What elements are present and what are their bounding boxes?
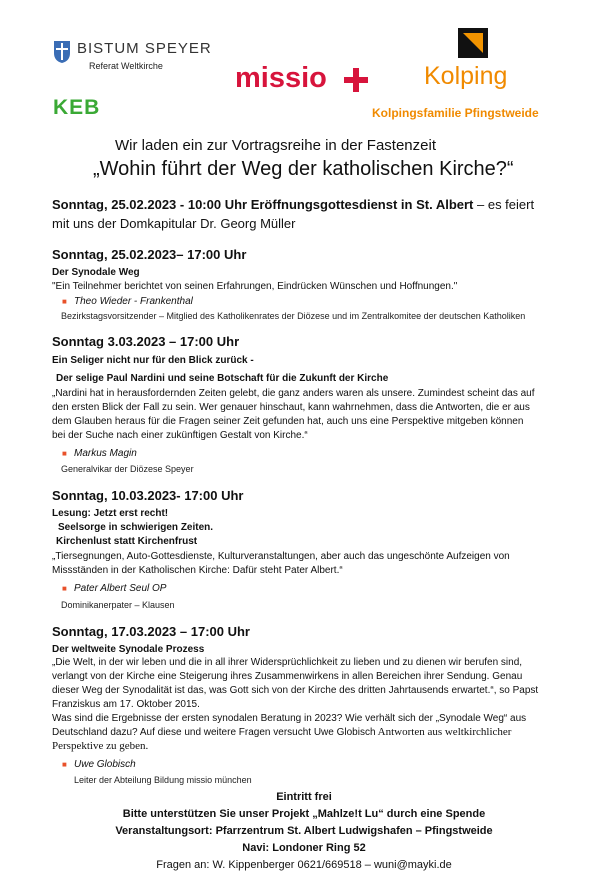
opening-line-2: mit uns der Domkapitular Dr. Georg Müller (52, 216, 296, 231)
intro-line: Wir laden ein zur Vortragsreihe in der Fastenzeit (115, 137, 436, 154)
keb-logo: KEB (53, 96, 101, 119)
cross-icon (342, 66, 370, 94)
quote-line: „Tiersegnungen, Auto-Gottesdienste, Kulturveranstaltungen, aber auch das ungeschönte Aufzeigen von (52, 551, 510, 562)
quote-line-start: Deutschland dazu? Auf diese und weitere Fragen versucht Uwe Globisch (52, 727, 376, 738)
missio-logo (235, 62, 385, 98)
quote-line: bei der Suche nach einer zukünftigen Gestalt von Kirche.“ (52, 430, 308, 441)
bistum-name: BISTUM SPEYER (77, 40, 212, 57)
page-title: „Wohin führt der Weg der katholischen Kirche?“ (93, 158, 514, 180)
event-2-topic: Ein Seliger nicht nur für den Blick zurück - (52, 355, 254, 366)
quote-line: dieser Weg der Synodalität ist das, was Gott sich von der Kirche des dritten Jahrtausends erwartet.“, so Papst (52, 685, 539, 696)
navi-address: Navi: Londoner Ring 52 (242, 842, 366, 854)
event-1-date: Sonntag, 25.02.2023– 17:00 Uhr (52, 247, 247, 262)
event-4-speaker-row (62, 758, 136, 771)
bullet-icon: ■ (62, 584, 67, 593)
quote-line: „Nardini hat in herausfordernden Zeiten gelebt, die ganz anders waren als unsere. Zumindest scheint das auf (52, 388, 535, 399)
quote-line: „Die Welt, in der wir leben und die in all ihrer Widersprüchlichkeit zu lieben und zu dienen wir berufen sind, (52, 657, 523, 668)
bullet-icon: ■ (62, 449, 67, 458)
event-3-role: Dominikanerpater – Klausen (61, 600, 175, 610)
opening-rest: – es feiert (473, 197, 535, 212)
event-1-role: Bezirkstagsvorsitzender – Mitglied des Katholikenrates der Diözese und im Zentralkomitee der deutschen Katholiken (61, 311, 526, 321)
event-3-topic-2: Seelsorge in schwierigen Zeiten. (58, 522, 214, 533)
quote-line: Perspektive zu geben. (52, 740, 149, 752)
event-2-quote (52, 387, 602, 443)
bistum-subtitle: Referat Weltkirche (89, 61, 163, 71)
event-2-role: Generalvikar der Diözese Speyer (61, 464, 194, 474)
quote-line: verlangt von der Kirche eine Steigerung ihres Zusammenwirkens in allen Bereichen ihrer Sendung. Genau (52, 671, 523, 682)
event-1-topic: Der Synodale Weg (52, 267, 140, 278)
kolping-k-icon (458, 28, 488, 58)
quote-line (52, 726, 604, 740)
quote-line: Franziskus am 17. Oktober 2015. (52, 699, 200, 710)
event-3-topic-1: Lesung: Jetzt erst recht! (52, 508, 169, 519)
event-3-date: Sonntag, 10.03.2023- 17:00 Uhr (52, 488, 244, 503)
event-1-speaker-row (62, 295, 193, 308)
bistum-logo (53, 40, 233, 74)
event-3-speaker-row (62, 582, 166, 595)
footer (0, 790, 608, 875)
bullet-icon: ■ (62, 297, 67, 306)
quote-line: Missständen in der Katholischen Kirche: Dafür steht Pater Albert.“ (52, 565, 343, 576)
event-4-topic: Der weltweite Synodale Prozess (52, 644, 205, 655)
event-2-date: Sonntag 3.03.2023 – 17:00 Uhr (52, 334, 240, 349)
event-2-speaker: Markus Magin (74, 448, 137, 459)
contact: Fragen an: W. Kippenberger 0621/669518 – wuni@mayki.de (156, 859, 452, 871)
opening-line (52, 196, 592, 213)
quote-line: den ersten Blick der Fall zu sein. Wer genauer hinschaut, kann wahrnehmen, dass die Antworten, die er aus (52, 402, 530, 413)
event-2-speaker-row (62, 447, 137, 460)
missio-wordmark: missio (235, 62, 327, 94)
event-4-date: Sonntag, 17.03.2023 – 17:00 Uhr (52, 624, 250, 639)
event-4-role: Leiter der Abteilung Bildung missio münchen (74, 775, 252, 785)
event-3-quote (52, 550, 602, 578)
quote-line-tail: Antworten aus weltkirchlicher (375, 726, 512, 738)
venue: Veranstaltungsort: Pfarrzentrum St. Albert Ludwigshafen – Pfingstweide (115, 825, 493, 837)
event-1-speaker: Theo Wieder - Frankenthal (74, 296, 193, 307)
event-1-quote: "Ein Teilnehmer berichtet von seinen Erfahrungen, Eindrücken Wünschen und Hoffnungen." (52, 281, 458, 292)
kolping-logo (420, 28, 580, 98)
kolping-wordmark: Kolping (424, 62, 508, 90)
quote-line: dem Glauben heraus für die Fragen seiner Zeit gefunden hat, auch uns eine Perspektive mitgeben können (52, 416, 524, 427)
event-3-speaker: Pater Albert Seul OP (74, 583, 167, 594)
bullet-icon: ■ (62, 760, 67, 769)
event-2-subtopic: Der selige Paul Nardini und seine Botschaft für die Zukunft der Kirche (56, 373, 389, 384)
entry-free: Eintritt frei (276, 791, 332, 803)
shield-icon (53, 40, 71, 64)
kolping-family: Kolpingsfamilie Pfingstweide (372, 106, 539, 120)
donation-note: Bitte unterstützen Sie unser Projekt „Mahlze!t Lu“ durch eine Spende (122, 808, 486, 820)
quote-line: Was sind die Ergebnisse der ersten synodalen Beratung in 2023? Wie verhält sich der „Synodale Weg“ aus (52, 713, 527, 724)
event-3-topic-3: Kirchenlust statt Kirchenfrust (56, 536, 198, 547)
event-4-quote (52, 656, 604, 754)
opening-date: Sonntag, 25.02.2023 - 10:00 Uhr Eröffnungsgottesdienst in St. Albert (52, 197, 474, 212)
event-4-speaker: Uwe Globisch (74, 759, 136, 770)
